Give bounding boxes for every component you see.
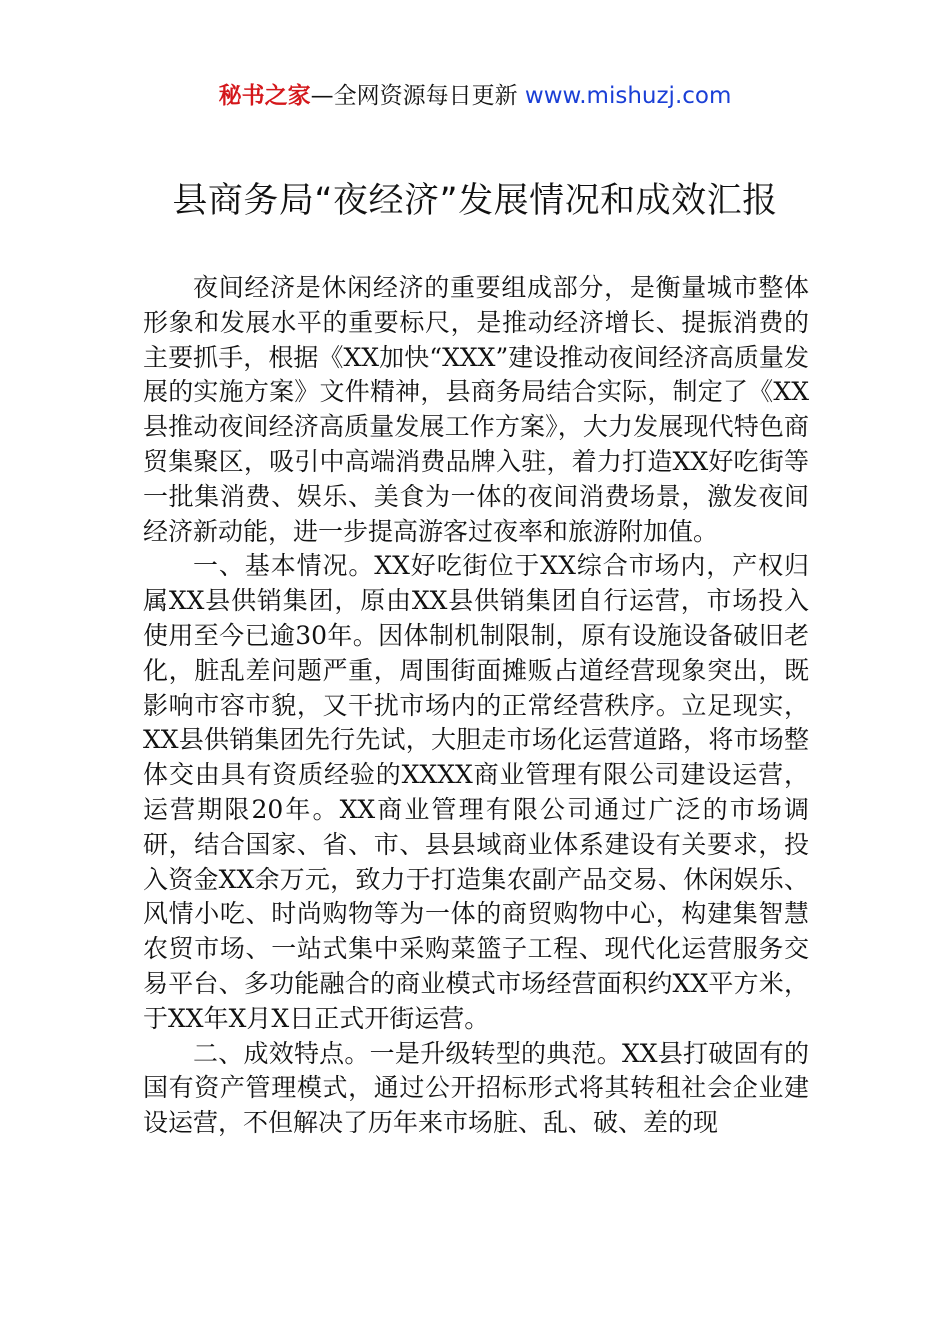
paragraph-results: 二、成效特点。一是升级转型的典范。XX县打破固有的国有资产管理模式，通过公开招标形式将其转租社会企业建设运营，不但解决了历年来市场脏、乱、破、差的现 bbox=[143, 1038, 809, 1138]
document-body bbox=[143, 271, 809, 1141]
site-brand: 秘书之家 bbox=[218, 83, 311, 109]
paragraph-intro: 夜间经济是休闲经济的重要组成部分，是衡量城市整体形象和发展水平的重要标尺，是推动经济增长、提振消费的主要抓手，根据《XX加快“XXX”建设推动夜间经济高质量发展的实施方案》文件精神，县商务局结合实际，制定了《XX县推动夜间经济高质量发展工作方案》，大力发展现代特色商贸集聚区，吸引中高端消费品牌入驻，着力打造XX好吃街等一批集消费、娱乐、美食为一体的夜间消费场景，激发夜间经济新动能，进一步提高游客过夜率和旅游附加值。 bbox=[143, 273, 809, 546]
site-url-link[interactable]: www.mishuzj.com bbox=[524, 83, 732, 109]
site-header bbox=[0, 80, 950, 112]
document-title: 县商务局“夜经济”发展情况和成效汇报 bbox=[172, 181, 778, 221]
paragraph-basic-situation: 一、基本情况。XX好吃街位于XX综合市场内，产权归属XX县供销集团，原由XX县供销集团自行运营，市场投入使用至今已逾30年。因体制机制限制，原有设施设备破旧老化，脏乱差问题严重，周围街面摊贩占道经营现象突出，既影响市容市貌，又干扰市场内的正常经营秩序。立足现实，XX县供销集团先行先试，大胆走市场化运营道路，将市场整体交由具有资质经验的XXXX商业管理有限公司建设运营，运营期限20年。XX商业管理有限公司通过广泛的市场调研，结合国家、省、市、县县域商业体系建设有关要求，投入资金XX余万元，致力于打造集农副产品交易、休闲娱乐、风情小吃、时尚购物等为一体的商贸购物中心，构建集智慧农贸市场、一站式集中采购菜篮子工程、现代化运营服务交易平台、多功能融合的商业模式市场经营面积约XX平方米，于XX年X月X日正式开街运营。 bbox=[143, 551, 809, 1033]
site-tagline: —全网资源每日更新 bbox=[310, 83, 525, 109]
